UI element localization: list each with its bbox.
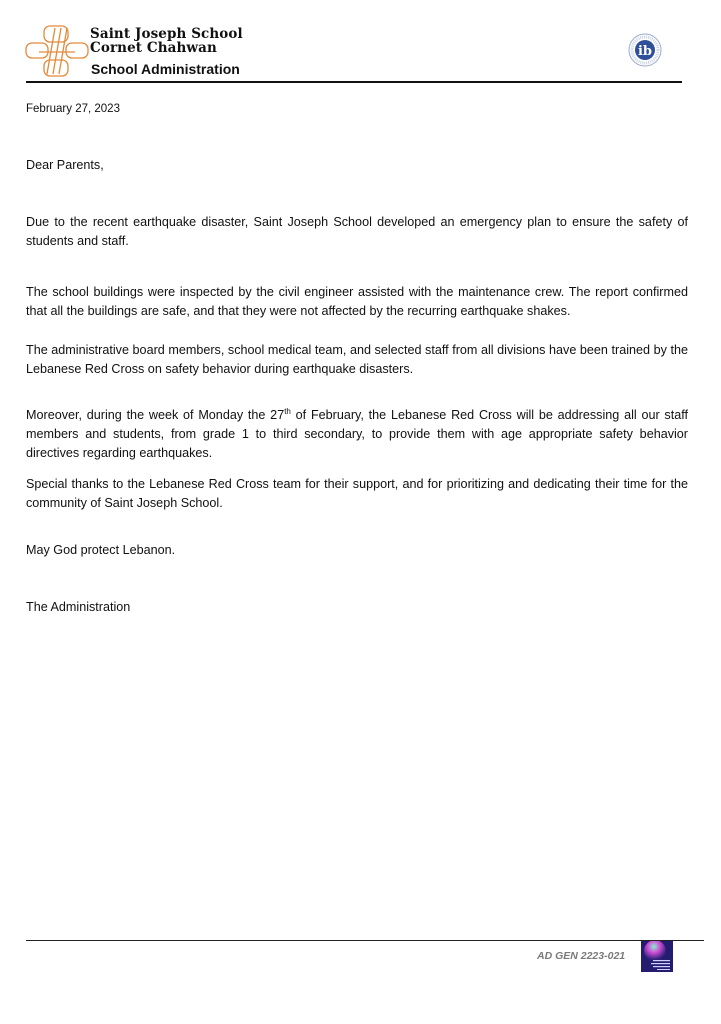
paragraph-building-inspection: The school buildings were inspected by the civil engineer assisted with the maintenance crew. The report confirmed that all the buildings are safe, and that they were not affected by the recurring earthquake shakes. (26, 285, 688, 318)
school-name-line2: Cornet Chahwan (90, 40, 217, 56)
ordinal-suffix: th (284, 406, 291, 416)
accreditation-badge-icon (641, 941, 673, 972)
closing-line: May God protect Lebanon. (26, 543, 176, 557)
header-divider (26, 81, 682, 83)
paragraph-text-before: Moreover, during the week of Monday the 27 (26, 408, 285, 422)
school-logo-icon (25, 24, 89, 78)
ib-logo-icon (628, 33, 662, 67)
school-name-line1: Saint Joseph School (90, 26, 243, 42)
paragraph-staff-training: The administrative board members, school medical team, and selected staff from all divisions have been trained by the Lebanese Red Cross on safety behavior during earthquake disasters. (26, 343, 688, 376)
school-name (90, 27, 243, 55)
paragraph-text-after: of February, the Lebanese Red Cross will be addressing all our staff members and students, from grade 1 to third secondary, to provide them with age appropriate safety behavior directives regarding earthquakes. (26, 408, 688, 460)
footer-divider (26, 940, 704, 941)
signature: The Administration (26, 600, 131, 614)
paragraph-red-cross-sessions (26, 406, 688, 463)
paragraph-special-thanks: Special thanks to the Lebanese Red Cross team for their support, and for prioritizing and dedicating their time for the community of Saint Joseph School. (26, 477, 688, 510)
salutation: Dear Parents, (26, 158, 104, 172)
svg-text:ib: ib (637, 44, 653, 59)
letter-date: February 27, 2023 (26, 103, 120, 115)
document-code: AD GEN 2223-021 (537, 950, 626, 962)
department-title: School Administration (91, 61, 240, 77)
paragraph-emergency-plan: Due to the recent earthquake disaster, Saint Joseph School developed an emergency plan to ensure the safety of students and staff. (26, 215, 688, 248)
